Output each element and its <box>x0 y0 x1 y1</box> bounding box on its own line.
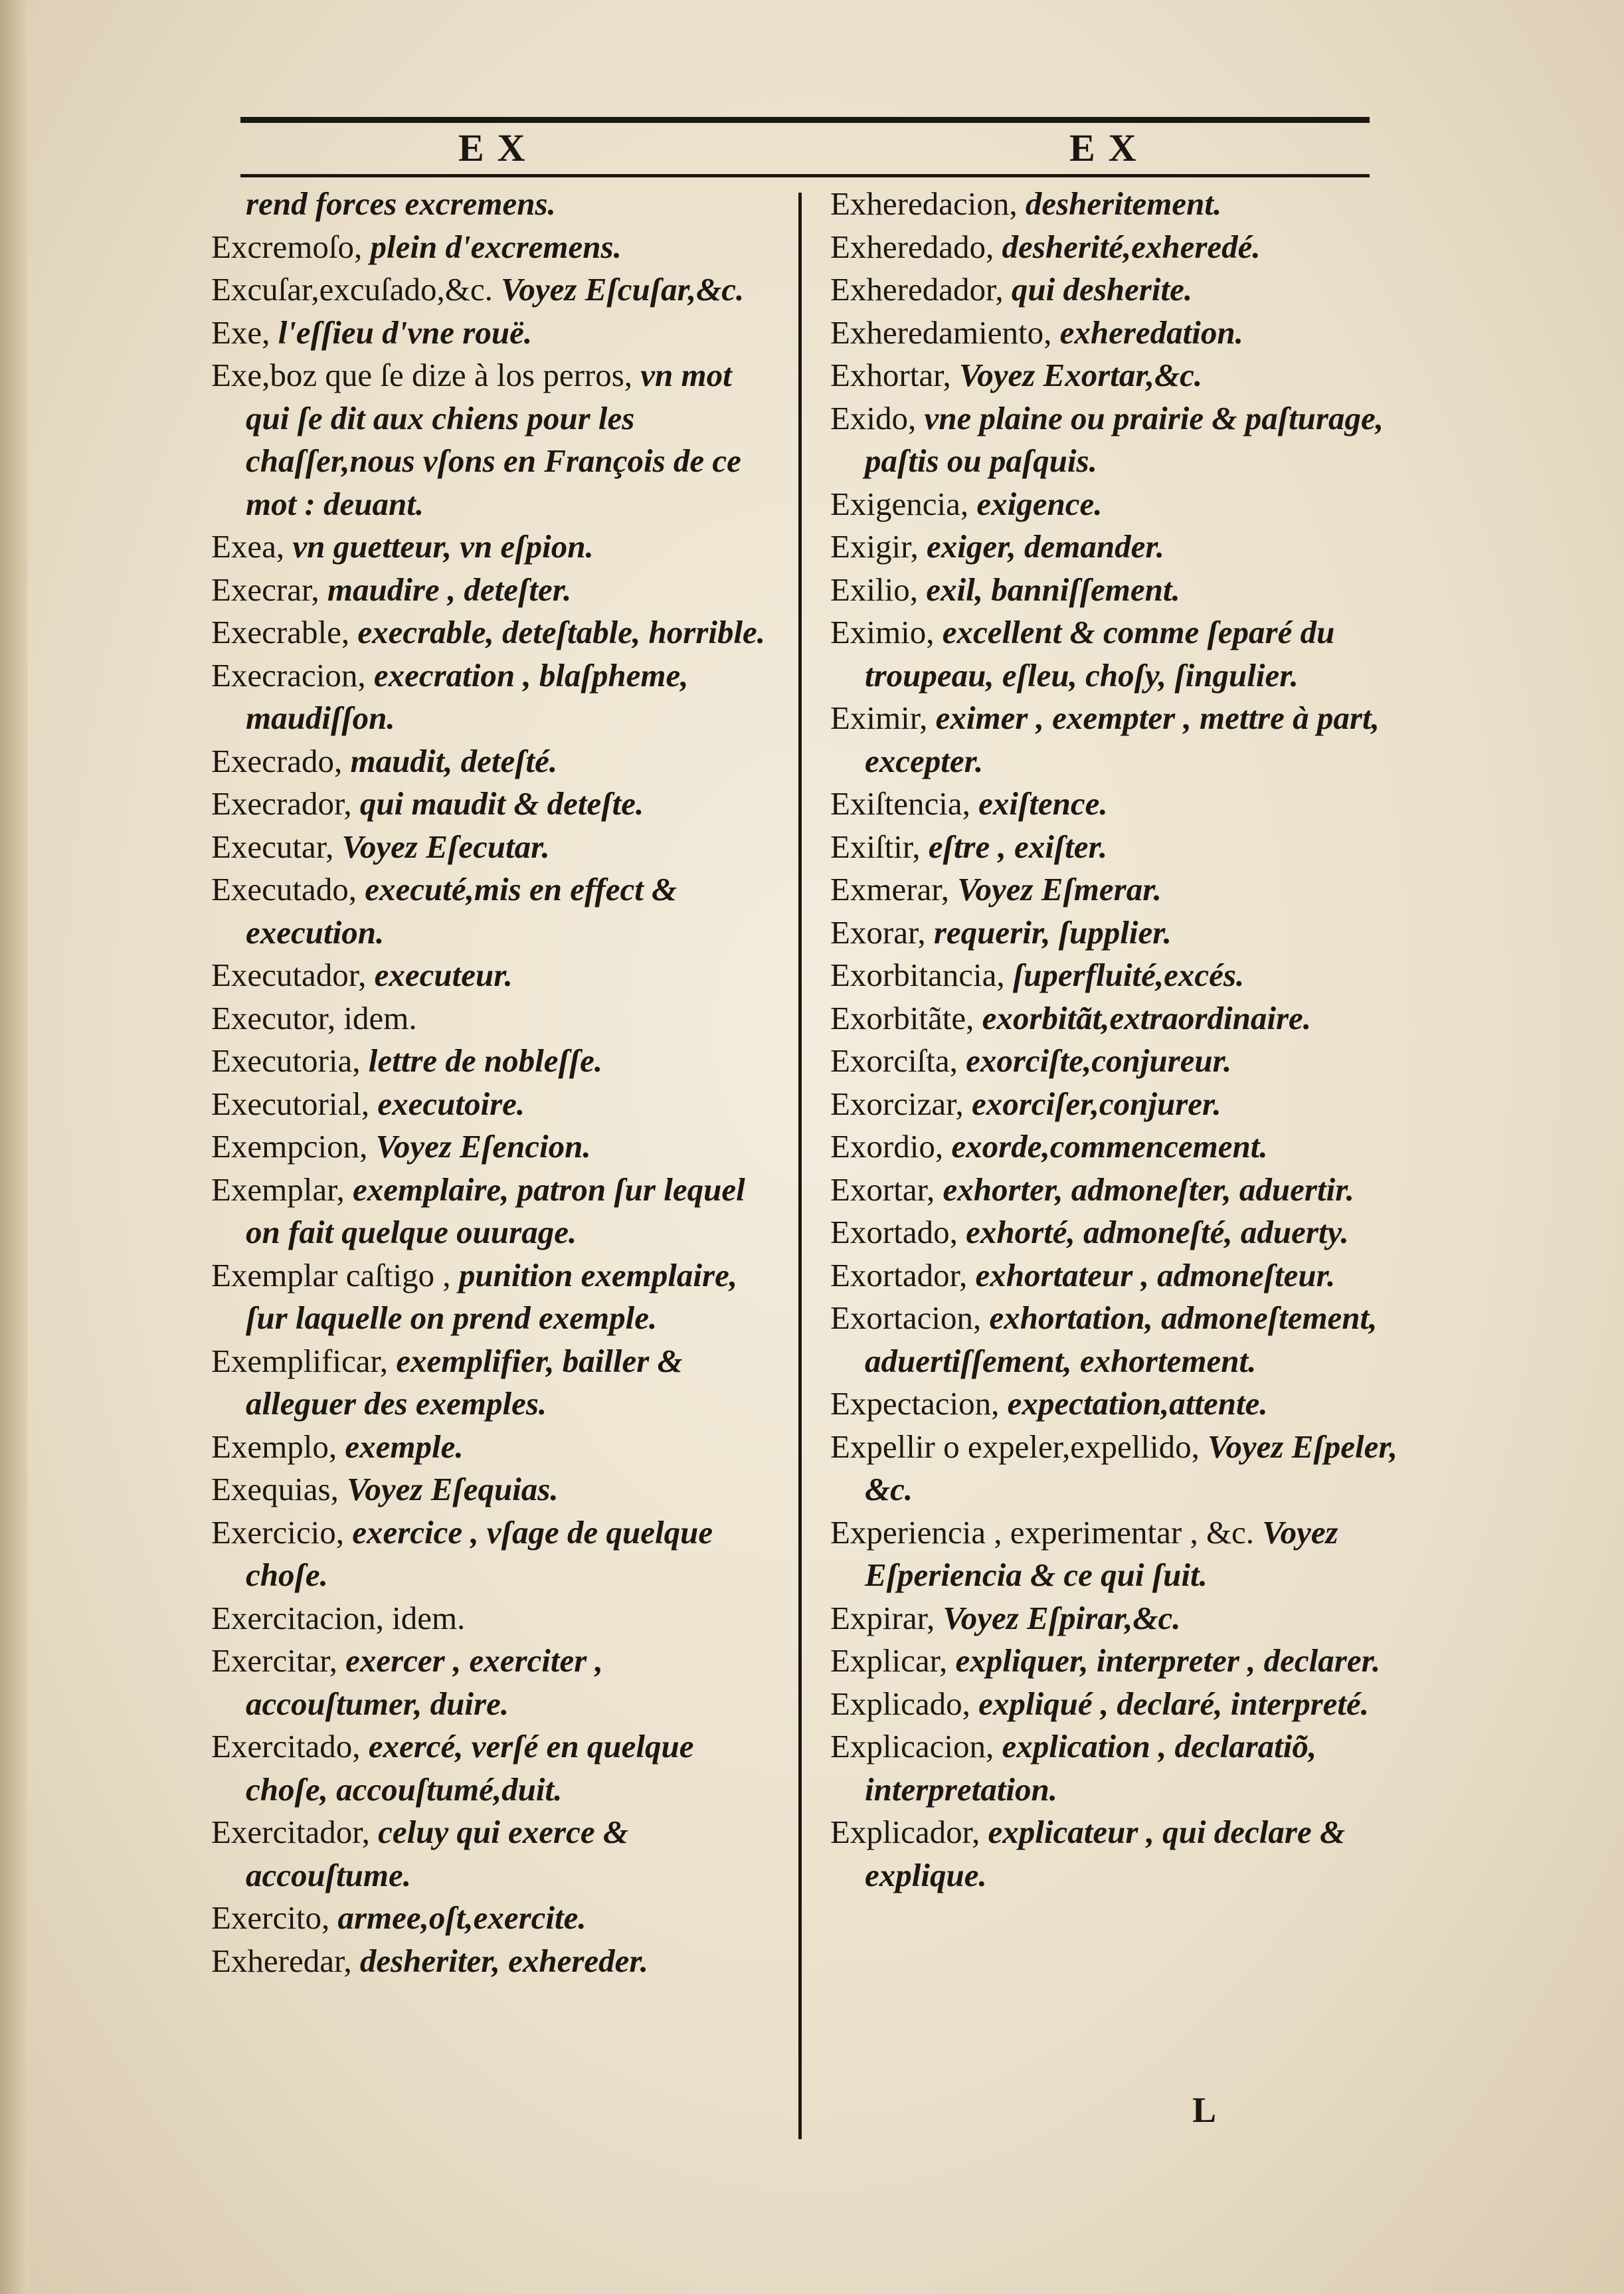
entry-definition: rend forces excremens. <box>246 185 556 222</box>
entry-definition: Voyez Eſecutar. <box>341 828 550 865</box>
dictionary-entry <box>830 312 1401 355</box>
dictionary-entry <box>830 1040 1401 1083</box>
dictionary-entry <box>211 526 782 569</box>
dictionary-entry <box>211 1340 782 1426</box>
dictionary-entry <box>211 868 782 954</box>
dictionary-entry <box>211 1597 782 1640</box>
entry-definition: celuy qui exerce & accouſtume. <box>246 1814 628 1893</box>
entry-headword: Exheredacion, <box>830 185 1026 222</box>
dictionary-entry <box>211 1254 782 1340</box>
entry-definition: desherité,exheredé. <box>1002 228 1261 265</box>
dictionary-entry <box>830 1725 1401 1811</box>
entry-headword: Exheredador, <box>830 271 1012 308</box>
entry-headword: Exemplar, <box>211 1171 353 1208</box>
entry-headword: Exercitado, <box>211 1728 369 1765</box>
entry-definition: exiſtence. <box>978 785 1108 822</box>
entry-headword: Exortacion, <box>830 1299 990 1336</box>
entry-definition: executoire. <box>377 1085 525 1122</box>
entry-headword: Excremoſo, <box>211 228 371 265</box>
dictionary-entry <box>830 868 1401 911</box>
entry-headword: Exortar, <box>830 1171 943 1208</box>
dictionary-entry <box>211 226 782 269</box>
entry-headword: Eximio, <box>830 614 943 650</box>
running-head-right: EX <box>1069 126 1150 169</box>
entry-headword: Exmerar, <box>830 871 958 908</box>
entry-definition: lettre de nobleſſe. <box>368 1042 603 1079</box>
entry-headword: Explicar, <box>830 1642 956 1679</box>
entry-headword: Execrable, <box>211 614 358 650</box>
dictionary-entry <box>211 1040 782 1083</box>
dictionary-entry <box>830 1125 1401 1169</box>
entry-definition: vn guetteur, vn eſpion. <box>292 528 594 565</box>
entry-definition: desheriter, exhereder. <box>359 1942 649 1979</box>
entry-definition: expectation,attente. <box>1007 1385 1268 1422</box>
entry-definition: exercé, verſé en quelque choſe, accouſtumé,duit. <box>246 1728 694 1808</box>
dictionary-entry <box>830 569 1401 612</box>
entry-headword: Expirar, <box>830 1599 943 1636</box>
entry-definition: exorciſte,conjureur. <box>966 1042 1232 1079</box>
entry-definition: desheritement. <box>1025 185 1222 222</box>
dictionary-entry <box>830 1169 1401 1212</box>
entry-definition: exorciſer,conjurer. <box>971 1085 1221 1122</box>
entry-headword: Exilio, <box>830 571 927 608</box>
entry-definition: Voyez Exortar,&c. <box>958 357 1203 393</box>
dictionary-entry <box>830 1640 1401 1683</box>
entry-headword: Exercito, <box>211 1899 338 1936</box>
entry-headword: Explicacion, <box>830 1728 1002 1765</box>
entry-definition: execrable, deteſtable, horrible. <box>357 614 766 650</box>
entry-headword: Exercitacion, idem. <box>211 1599 466 1636</box>
dictionary-entry <box>211 783 782 826</box>
page-gutter-shadow <box>0 0 28 2294</box>
dictionary-entry <box>830 611 1401 697</box>
dictionary-entry <box>830 226 1401 269</box>
dictionary-entry <box>211 1940 782 1983</box>
entry-headword: Exorbitancia, <box>830 957 1013 993</box>
entry-definition: vne plaine ou prairie & paſturage, paſtis ou paſquis. <box>865 399 1384 479</box>
dictionary-entry <box>830 697 1401 783</box>
dictionary-entry <box>830 268 1401 312</box>
entry-definition: exercice , vſage de quelque choſe. <box>246 1513 713 1593</box>
entry-definition: executé,mis en effect & execution. <box>246 871 677 951</box>
entry-headword: Expectacion, <box>830 1385 1008 1422</box>
entry-definition: excellent & comme ſeparé du troupeau, eſleu, choſy, ſingulier. <box>865 614 1335 694</box>
entry-headword: Executor, idem. <box>211 999 417 1036</box>
dictionary-entry <box>211 312 782 355</box>
entry-definition: exemplaire, patron ſur lequel on fait quelque ouurage. <box>246 1171 745 1250</box>
entry-definition: exercer , exerciter , accouſtumer, duire. <box>246 1642 603 1722</box>
entry-definition: ſuperfluité,excés. <box>1012 957 1245 993</box>
dictionary-entry <box>211 740 782 783</box>
entry-headword: Exordio, <box>830 1128 952 1165</box>
dictionary-entry <box>211 1468 782 1511</box>
entry-headword: Excuſar,excuſado,&c. <box>211 271 501 308</box>
running-head-left: EX <box>458 126 539 169</box>
entry-definition: exemplifier, bailler & alleguer des exemples. <box>246 1342 683 1422</box>
entry-definition: maudit, deteſté. <box>350 742 558 779</box>
entry-headword: Exheredado, <box>830 228 1002 265</box>
dictionary-entry <box>211 569 782 612</box>
dictionary-entry <box>830 183 1401 226</box>
entry-headword: Exigencia, <box>830 485 977 522</box>
entry-definition: requerir, ſupplier. <box>933 913 1172 951</box>
entry-headword: Exigir, <box>830 528 927 565</box>
signature-mark: L <box>1192 2090 1217 2130</box>
entry-headword: Exercitar, <box>211 1642 346 1679</box>
entry-headword: Execrado, <box>211 742 351 779</box>
entry-definition: executeur. <box>374 957 513 993</box>
entry-definition: maudire , deteſter. <box>327 571 572 608</box>
dictionary-entry <box>830 997 1401 1040</box>
dictionary-entry <box>211 183 782 226</box>
entry-headword: Expellir o expeler,expellido, <box>830 1428 1208 1465</box>
entry-definition: Voyez Eſpeler, &c. <box>865 1428 1398 1507</box>
entry-definition: vn mot qui ſe dit aux chiens pour les chaſſer,nous vſons en François de ce mot : deuant. <box>246 357 741 522</box>
entry-headword: Exorbitãte, <box>830 999 982 1036</box>
entry-definition: Voyez Eſcuſar,&c. <box>501 271 745 308</box>
dictionary-entry <box>211 1725 782 1811</box>
dictionary-entry <box>830 783 1401 826</box>
dictionary-entry <box>830 1511 1401 1597</box>
entry-definition: exiger, demander. <box>927 528 1164 565</box>
entry-headword: Exorciſta, <box>830 1042 966 1079</box>
entry-headword: Execracion, <box>211 656 374 694</box>
entry-definition: plein d'excremens. <box>370 228 622 265</box>
entry-headword: Eximir, <box>830 700 936 736</box>
left-column <box>211 183 782 1982</box>
entry-definition: expliquer, interpreter , declarer. <box>955 1642 1381 1679</box>
dictionary-entry <box>211 1125 782 1169</box>
entry-definition: Voyez Eſmerar. <box>957 871 1162 908</box>
entry-definition: exemple. <box>345 1428 464 1465</box>
entry-headword: Exequias, <box>211 1471 347 1507</box>
dictionary-entry <box>830 526 1401 569</box>
dictionary-entry <box>211 1897 782 1940</box>
entry-headword: Experiencia , experimentar , &c. <box>830 1513 1263 1551</box>
entry-definition: Voyez Eſpirar,&c. <box>943 1599 1181 1636</box>
entry-definition: exhorter, admoneſter, aduertir. <box>943 1171 1354 1208</box>
entry-headword: Exemplar caſtigo , <box>211 1256 459 1293</box>
entry-definition: explication , declaratiõ, interpretation. <box>865 1728 1317 1808</box>
dictionary-entry <box>211 268 782 312</box>
dictionary-entry <box>211 1511 782 1597</box>
entry-headword: Executador, <box>211 957 375 993</box>
dictionary-entry <box>830 483 1401 526</box>
entry-definition: exorbitãt,extraordinaire. <box>982 999 1312 1036</box>
dictionary-entry <box>830 1083 1401 1126</box>
entry-headword: Exheredamiento, <box>830 314 1060 351</box>
entry-headword: Exhortar, <box>830 357 959 393</box>
dictionary-entry <box>211 954 782 997</box>
entry-headword: Exe,boz que ſe dize à los perros, <box>211 357 641 393</box>
entry-headword: Explicado, <box>830 1685 979 1722</box>
entry-definition: exhortateur , admoneſteur. <box>975 1256 1336 1293</box>
entry-headword: Exea, <box>211 528 293 565</box>
entry-definition: Voyez Eſequias. <box>347 1471 559 1507</box>
entry-definition: eſtre , exiſter. <box>928 828 1108 865</box>
header-rule-top <box>240 117 1370 123</box>
entry-headword: Execrar, <box>211 571 327 608</box>
dictionary-entry <box>211 654 782 740</box>
dictionary-entry <box>830 954 1401 997</box>
entry-definition: exhorté, admoneſté, aduerty. <box>966 1214 1349 1250</box>
dictionary-entry <box>830 826 1401 869</box>
dictionary-entry <box>211 1426 782 1469</box>
header-rule-bottom <box>240 174 1370 177</box>
dictionary-entry <box>211 1169 782 1254</box>
entry-definition: qui maudit & deteſte. <box>359 785 644 822</box>
entry-definition: explicateur , qui declare & explique. <box>865 1814 1346 1893</box>
dictionary-entry <box>830 397 1401 483</box>
dictionary-entry <box>211 1083 782 1126</box>
dictionary-entry <box>830 1426 1401 1511</box>
dictionary-entry <box>830 911 1401 955</box>
dictionary-entry <box>830 1597 1401 1640</box>
dictionary-entry <box>830 1297 1401 1383</box>
entry-headword: Exorar, <box>830 913 934 951</box>
entry-headword: Exiſtir, <box>830 828 929 865</box>
entry-headword: Explicador, <box>830 1814 988 1850</box>
entry-definition: punition exemplaire, ſur laquelle on prend exemple. <box>246 1256 738 1336</box>
entry-headword: Exemplo, <box>211 1428 345 1465</box>
entry-headword: Exempcion, <box>211 1128 376 1165</box>
entry-headword: Executado, <box>211 871 365 908</box>
entry-headword: Exercicio, <box>211 1513 353 1551</box>
entry-headword: Executar, <box>211 828 342 865</box>
entry-headword: Exe, <box>211 314 278 351</box>
entry-definition: exhortation, admoneſtement, aduertiſſement, exhortement. <box>865 1299 1378 1379</box>
dictionary-entry <box>830 354 1401 397</box>
entry-definition: l'eſſieu d'vne rouë. <box>278 314 533 351</box>
entry-headword: Exortado, <box>830 1214 966 1250</box>
entry-headword: Exemplificar, <box>211 1342 397 1379</box>
dictionary-entry <box>830 1383 1401 1426</box>
entry-definition: exil, banniſſement. <box>926 571 1180 608</box>
entry-definition: exheredation. <box>1059 314 1243 351</box>
entry-headword: Exortador, <box>830 1256 976 1293</box>
entry-definition: exigence. <box>976 485 1103 522</box>
entry-headword: Exiſtencia, <box>830 785 979 822</box>
dictionary-entry <box>211 611 782 654</box>
entry-definition: execration , blaſpheme, maudiſſon. <box>246 656 689 736</box>
entry-definition: Voyez Eſperiencia & ce qui ſuit. <box>865 1513 1338 1593</box>
dictionary-entry <box>830 1254 1401 1297</box>
entry-definition: eximer , exempter , mettre à part, excepter. <box>865 700 1380 779</box>
entry-headword: Exido, <box>830 399 925 436</box>
entry-headword: Exorcizar, <box>830 1085 972 1122</box>
entry-headword: Exheredar, <box>211 1942 360 1979</box>
dictionary-entry <box>830 1211 1401 1254</box>
entry-headword: Exercitador, <box>211 1814 379 1850</box>
entry-definition: exorde,commencement. <box>951 1128 1268 1165</box>
entry-definition: Voyez Eſencion. <box>375 1128 591 1165</box>
entry-headword: Executoria, <box>211 1042 369 1079</box>
entry-headword: Executorial, <box>211 1085 378 1122</box>
dictionary-entry <box>211 1640 782 1725</box>
entry-definition: armee,oſt,exercite. <box>337 1899 586 1936</box>
dictionary-entry <box>211 354 782 526</box>
dictionary-entry <box>211 997 782 1040</box>
dictionary-entry <box>830 1683 1401 1726</box>
entry-headword: Execrador, <box>211 785 360 822</box>
right-column <box>830 183 1401 1897</box>
dictionary-entry <box>211 826 782 869</box>
entry-definition: qui desherite. <box>1011 271 1193 308</box>
dictionary-entry <box>211 1811 782 1897</box>
column-divider <box>798 193 802 2139</box>
entry-definition: expliqué , declaré, interpreté. <box>978 1685 1370 1722</box>
dictionary-entry <box>830 1811 1401 1897</box>
